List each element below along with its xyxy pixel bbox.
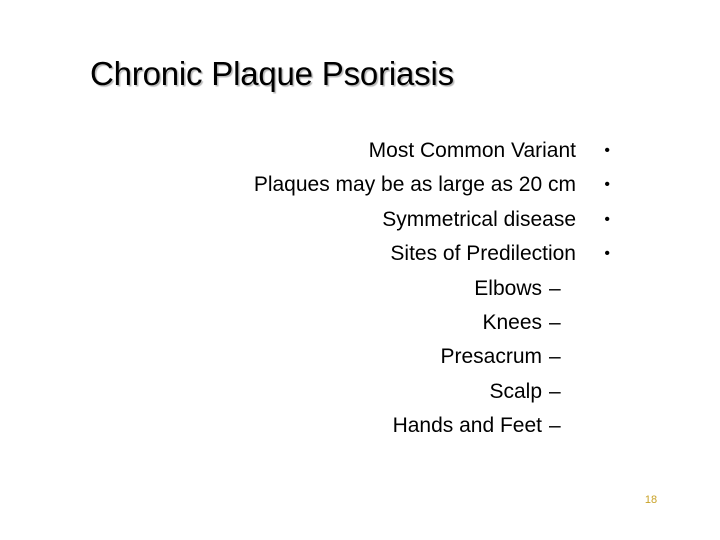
slide-number: 18 [644,494,658,506]
sub-list-item [150,375,612,409]
bullet-marker: • [604,245,610,263]
bullet-text: Plaques may be as large as 20 cm [253,173,576,197]
sub-bullet-text: Hands and Feet [392,414,542,438]
bullet-marker: • [604,142,610,159]
bullet-text: Symmetrical disease [382,207,576,231]
sub-bullet-text: Knees [482,310,542,334]
sub-bullet-text: Elbows [474,276,542,300]
slide-title: Chronic Plaque Psoriasis [90,55,454,92]
list-item [150,134,612,168]
bullet-marker: • [604,210,610,228]
sub-bullet-text: Presacrum [440,345,542,369]
bullet-text: Sites of Predilection [390,242,576,266]
sub-bullet-marker: – [549,379,561,403]
sub-bullet-marker: – [549,345,561,369]
list-item [150,237,612,271]
sub-list-item [150,409,612,443]
bullet-marker: • [604,176,610,194]
sub-bullet-text: Scalp [489,379,542,403]
list-item [150,168,612,202]
bullet-list [150,134,612,444]
bullet-text: Most Common Variant [368,139,576,162]
sub-list-item [150,272,612,306]
sub-bullet-marker: – [549,310,561,334]
sub-list-item [150,306,612,340]
sub-bullet-marker: – [549,276,561,300]
sub-bullet-marker: – [549,414,561,438]
list-item [150,203,612,237]
sub-list-item [150,340,612,374]
